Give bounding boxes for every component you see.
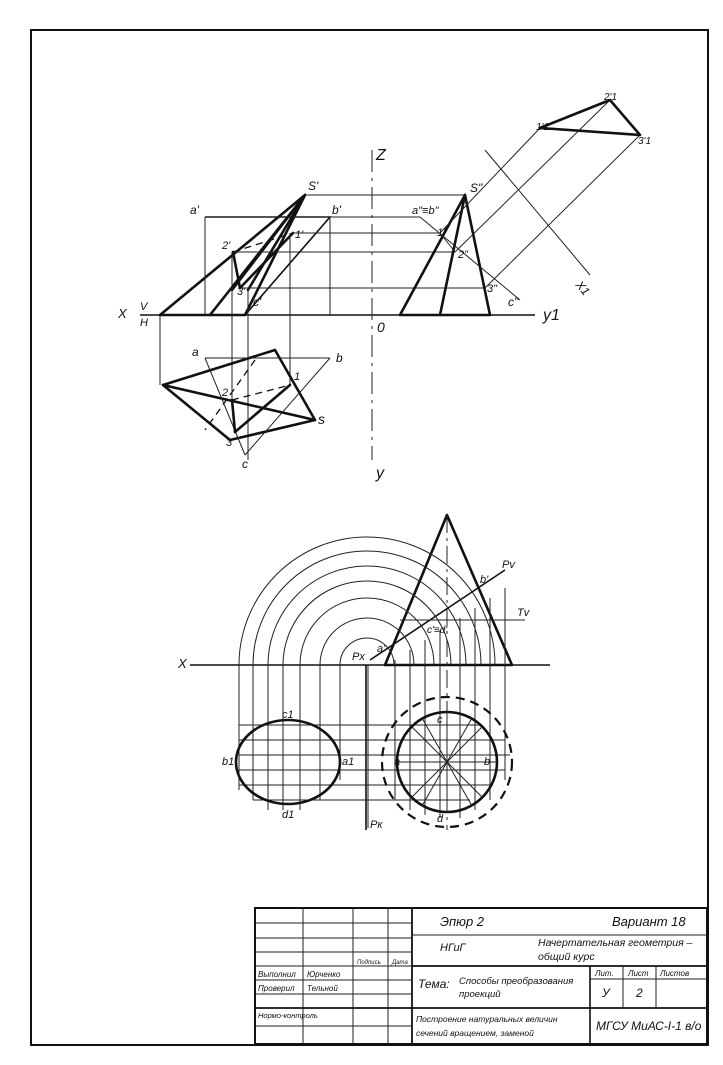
- sheets-header: Листов: [660, 969, 690, 978]
- label-1-front: 1': [295, 229, 304, 241]
- replace-link: [455, 100, 610, 252]
- label-d-top-2: d: [437, 813, 444, 825]
- label-1-new: 1'1: [536, 122, 550, 133]
- label-pv: Pv: [502, 559, 515, 571]
- role-done: Выполнил: [258, 970, 296, 979]
- label-b-top-2: b: [484, 756, 491, 768]
- name-done: Юрченко: [307, 970, 341, 979]
- label-b1: b1: [222, 756, 235, 768]
- label-a-top: a: [192, 345, 199, 359]
- label-c-top-2: c: [437, 714, 443, 726]
- lit-header: Лит.: [595, 969, 614, 978]
- top-line: [205, 358, 245, 455]
- label-s-side: S": [470, 181, 483, 195]
- subtitle: Построение натуральных величин сечений вращением, заменой: [416, 1014, 558, 1038]
- epure-2: [177, 515, 550, 831]
- role-check: Проверил: [258, 984, 295, 993]
- front-edge-sc: [248, 195, 305, 290]
- label-s-top: s: [318, 411, 325, 427]
- epure-number: Эпюр 2: [440, 914, 485, 929]
- label-ab-side: a"≡b": [412, 205, 439, 217]
- label-3-side: 3": [487, 283, 498, 295]
- label-b-front-2: b': [480, 574, 489, 586]
- label-x1: X1: [572, 277, 593, 299]
- label-b-top: b: [336, 351, 343, 365]
- sheet-header: Лист: [628, 969, 649, 978]
- pyramid-top: [163, 350, 315, 440]
- topic-text: Способы преобразования проекций: [459, 976, 574, 1000]
- rotation-arcs: [239, 537, 495, 665]
- front-edge-sb: [232, 195, 305, 290]
- label-axis-x-2: X: [178, 656, 187, 671]
- label-1-top: 1: [294, 371, 301, 383]
- label-cd-front-2: c'≡d': [427, 625, 448, 636]
- label-origin: 0: [377, 319, 385, 335]
- title-block: [255, 908, 707, 1044]
- label-tv: Tv: [517, 607, 530, 619]
- label-c1: c1: [282, 709, 294, 721]
- label-c-top: c: [242, 457, 248, 471]
- organization: МГСУ МиАС-I-1 в/о: [596, 1019, 702, 1033]
- label-2-side: 2": [458, 249, 469, 261]
- radial-lines: [397, 712, 497, 812]
- top-section-23: [232, 400, 235, 432]
- epure-1: [117, 92, 651, 482]
- label-b-front: b': [332, 203, 341, 217]
- label-3-front: 3': [237, 286, 246, 298]
- label-axis-y1: y1: [543, 307, 560, 324]
- replace-link: [485, 135, 640, 288]
- col-sign: Подпись: [357, 960, 381, 966]
- label-a-top-2: a: [394, 756, 401, 768]
- top-section-13: [235, 385, 290, 432]
- section-true-size: [540, 100, 640, 135]
- projection-lines: [239, 588, 505, 828]
- label-a1: a1: [342, 756, 355, 768]
- label-d1: d1: [282, 809, 295, 821]
- label-3-new: 3'1: [638, 136, 652, 147]
- label-px: Px: [352, 651, 365, 663]
- label-s-front: S': [308, 179, 319, 193]
- label-c-front: c': [253, 295, 262, 309]
- name-check: Тельной: [307, 984, 338, 993]
- label-pk: Pк: [370, 819, 383, 831]
- front-base: [205, 217, 330, 315]
- label-v: V: [140, 301, 148, 313]
- label-2-front: 2': [222, 240, 231, 252]
- sheet-value: 2: [636, 986, 643, 1000]
- discipline-name: Начертательная геометрия – общий курс: [538, 937, 693, 963]
- role-norm: Нормо-контроль: [258, 1011, 318, 1020]
- label-a-front-2: a': [377, 643, 386, 655]
- label-c-side: c": [508, 295, 519, 309]
- label-h: H: [140, 317, 148, 329]
- lit-value: У: [602, 986, 610, 1000]
- variant-number: Вариант 18: [612, 914, 686, 929]
- section-ellipse: [236, 720, 340, 804]
- label-axis-z: Z: [376, 147, 386, 164]
- label-axis-x: X: [118, 306, 127, 321]
- col-date: Дата: [392, 960, 408, 966]
- label-a-front: a': [190, 203, 199, 217]
- topic-label: Тема:: [418, 977, 450, 991]
- label-axis-y: y: [376, 465, 384, 482]
- label-1-side: 1": [437, 227, 448, 239]
- label-2-top: 2: [222, 387, 229, 399]
- label-3-top: 3: [226, 437, 233, 449]
- discipline-code: НГиГ: [440, 942, 466, 954]
- label-2-new: 2'1: [604, 92, 618, 103]
